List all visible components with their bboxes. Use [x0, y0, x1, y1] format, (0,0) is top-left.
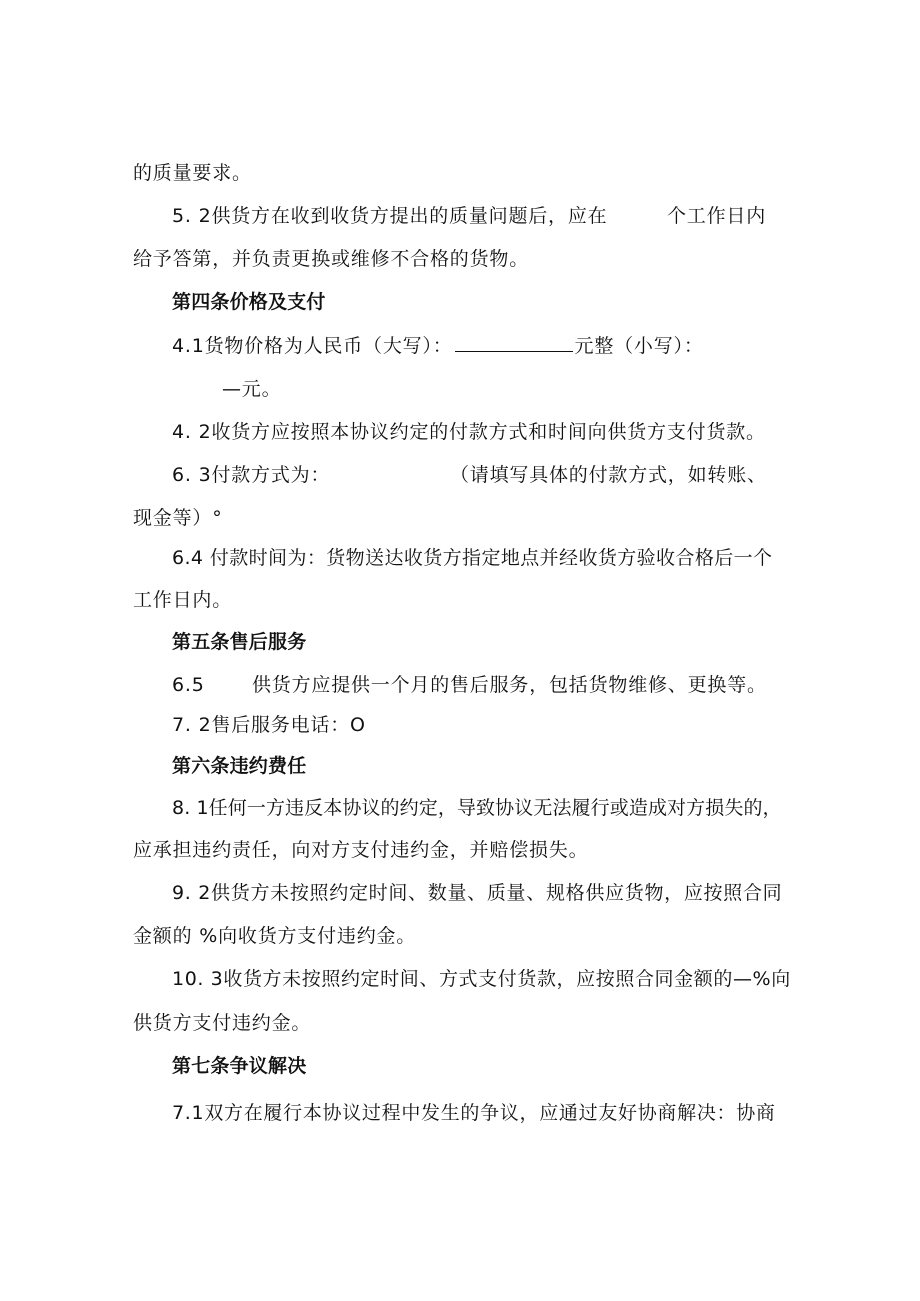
clause-6-5: 供货方应提供一个月的售后服务，包括货物维修、更换等。 — [252, 674, 767, 696]
clause-7-1: 7.1双方在履行本协议过程中发生的争议，应通过友好协商解决：协商 — [172, 1102, 776, 1124]
clause-5-2-tail: 个工作日内 — [667, 205, 767, 227]
clause-6-5-number: 6.5 — [172, 674, 205, 696]
text-line: 现金等）° — [133, 507, 223, 529]
clause-10-3: 10. 3收货方未按照约定时间、方式支付货款，应按照合同金额的—%向 — [172, 968, 791, 990]
clause-7-2: 7. 2售后服务电话：O — [172, 714, 366, 736]
clause-8-1: 8. 1任何一方违反本协议的约定，导致协议无法履行或造成对方损失的， — [172, 797, 782, 819]
text-line: 供货方支付违约金。 — [133, 1012, 312, 1034]
text-line: —元。 — [222, 378, 282, 400]
text-line: 给予答第，并负责更换或维修不合格的货物。 — [133, 248, 530, 270]
section-heading-7: 第七条争议解决 — [172, 1055, 307, 1077]
clause-4-2: 4. 2收货方应按照本协议约定的付款方式和时间向供货方支付货款。 — [172, 421, 766, 443]
clause-6-3-tail: （请填写具体的付款方式，如转账、 — [450, 464, 767, 486]
section-heading-4: 第四条价格及支付 — [172, 291, 326, 313]
fill-blank — [455, 333, 573, 352]
text-line: 工作日内。 — [133, 589, 233, 611]
clause-4-1 — [172, 333, 704, 359]
text-line: 的质量要求。 — [133, 162, 252, 184]
clause-4-1-text: 4.1货物价格为人民币（大写）： — [172, 335, 453, 357]
clause-6-3: 6. 3付款方式为： — [172, 464, 331, 486]
text-line: 金额的 %向收货方支付违约金。 — [133, 925, 417, 947]
text-line: 应承担违约责任，向对方支付违约金，并赔偿损失。 — [133, 839, 589, 861]
clause-4-1-tail: 元整（小写）： — [574, 335, 704, 357]
clause-6-4: 6.4 付款时间为：货物送达收货方指定地点并经收货方验收合格后一个 — [172, 547, 773, 569]
section-heading-5: 第五条售后服务 — [172, 631, 307, 653]
clause-5-2: 5. 2供货方在收到收货方提出的质量问题后，应在 — [172, 205, 608, 227]
clause-9-2: 9. 2供货方未按照约定时间、数量、质量、规格供应货物，应按照合同 — [172, 882, 783, 904]
section-heading-6: 第六条违约费任 — [172, 755, 307, 777]
